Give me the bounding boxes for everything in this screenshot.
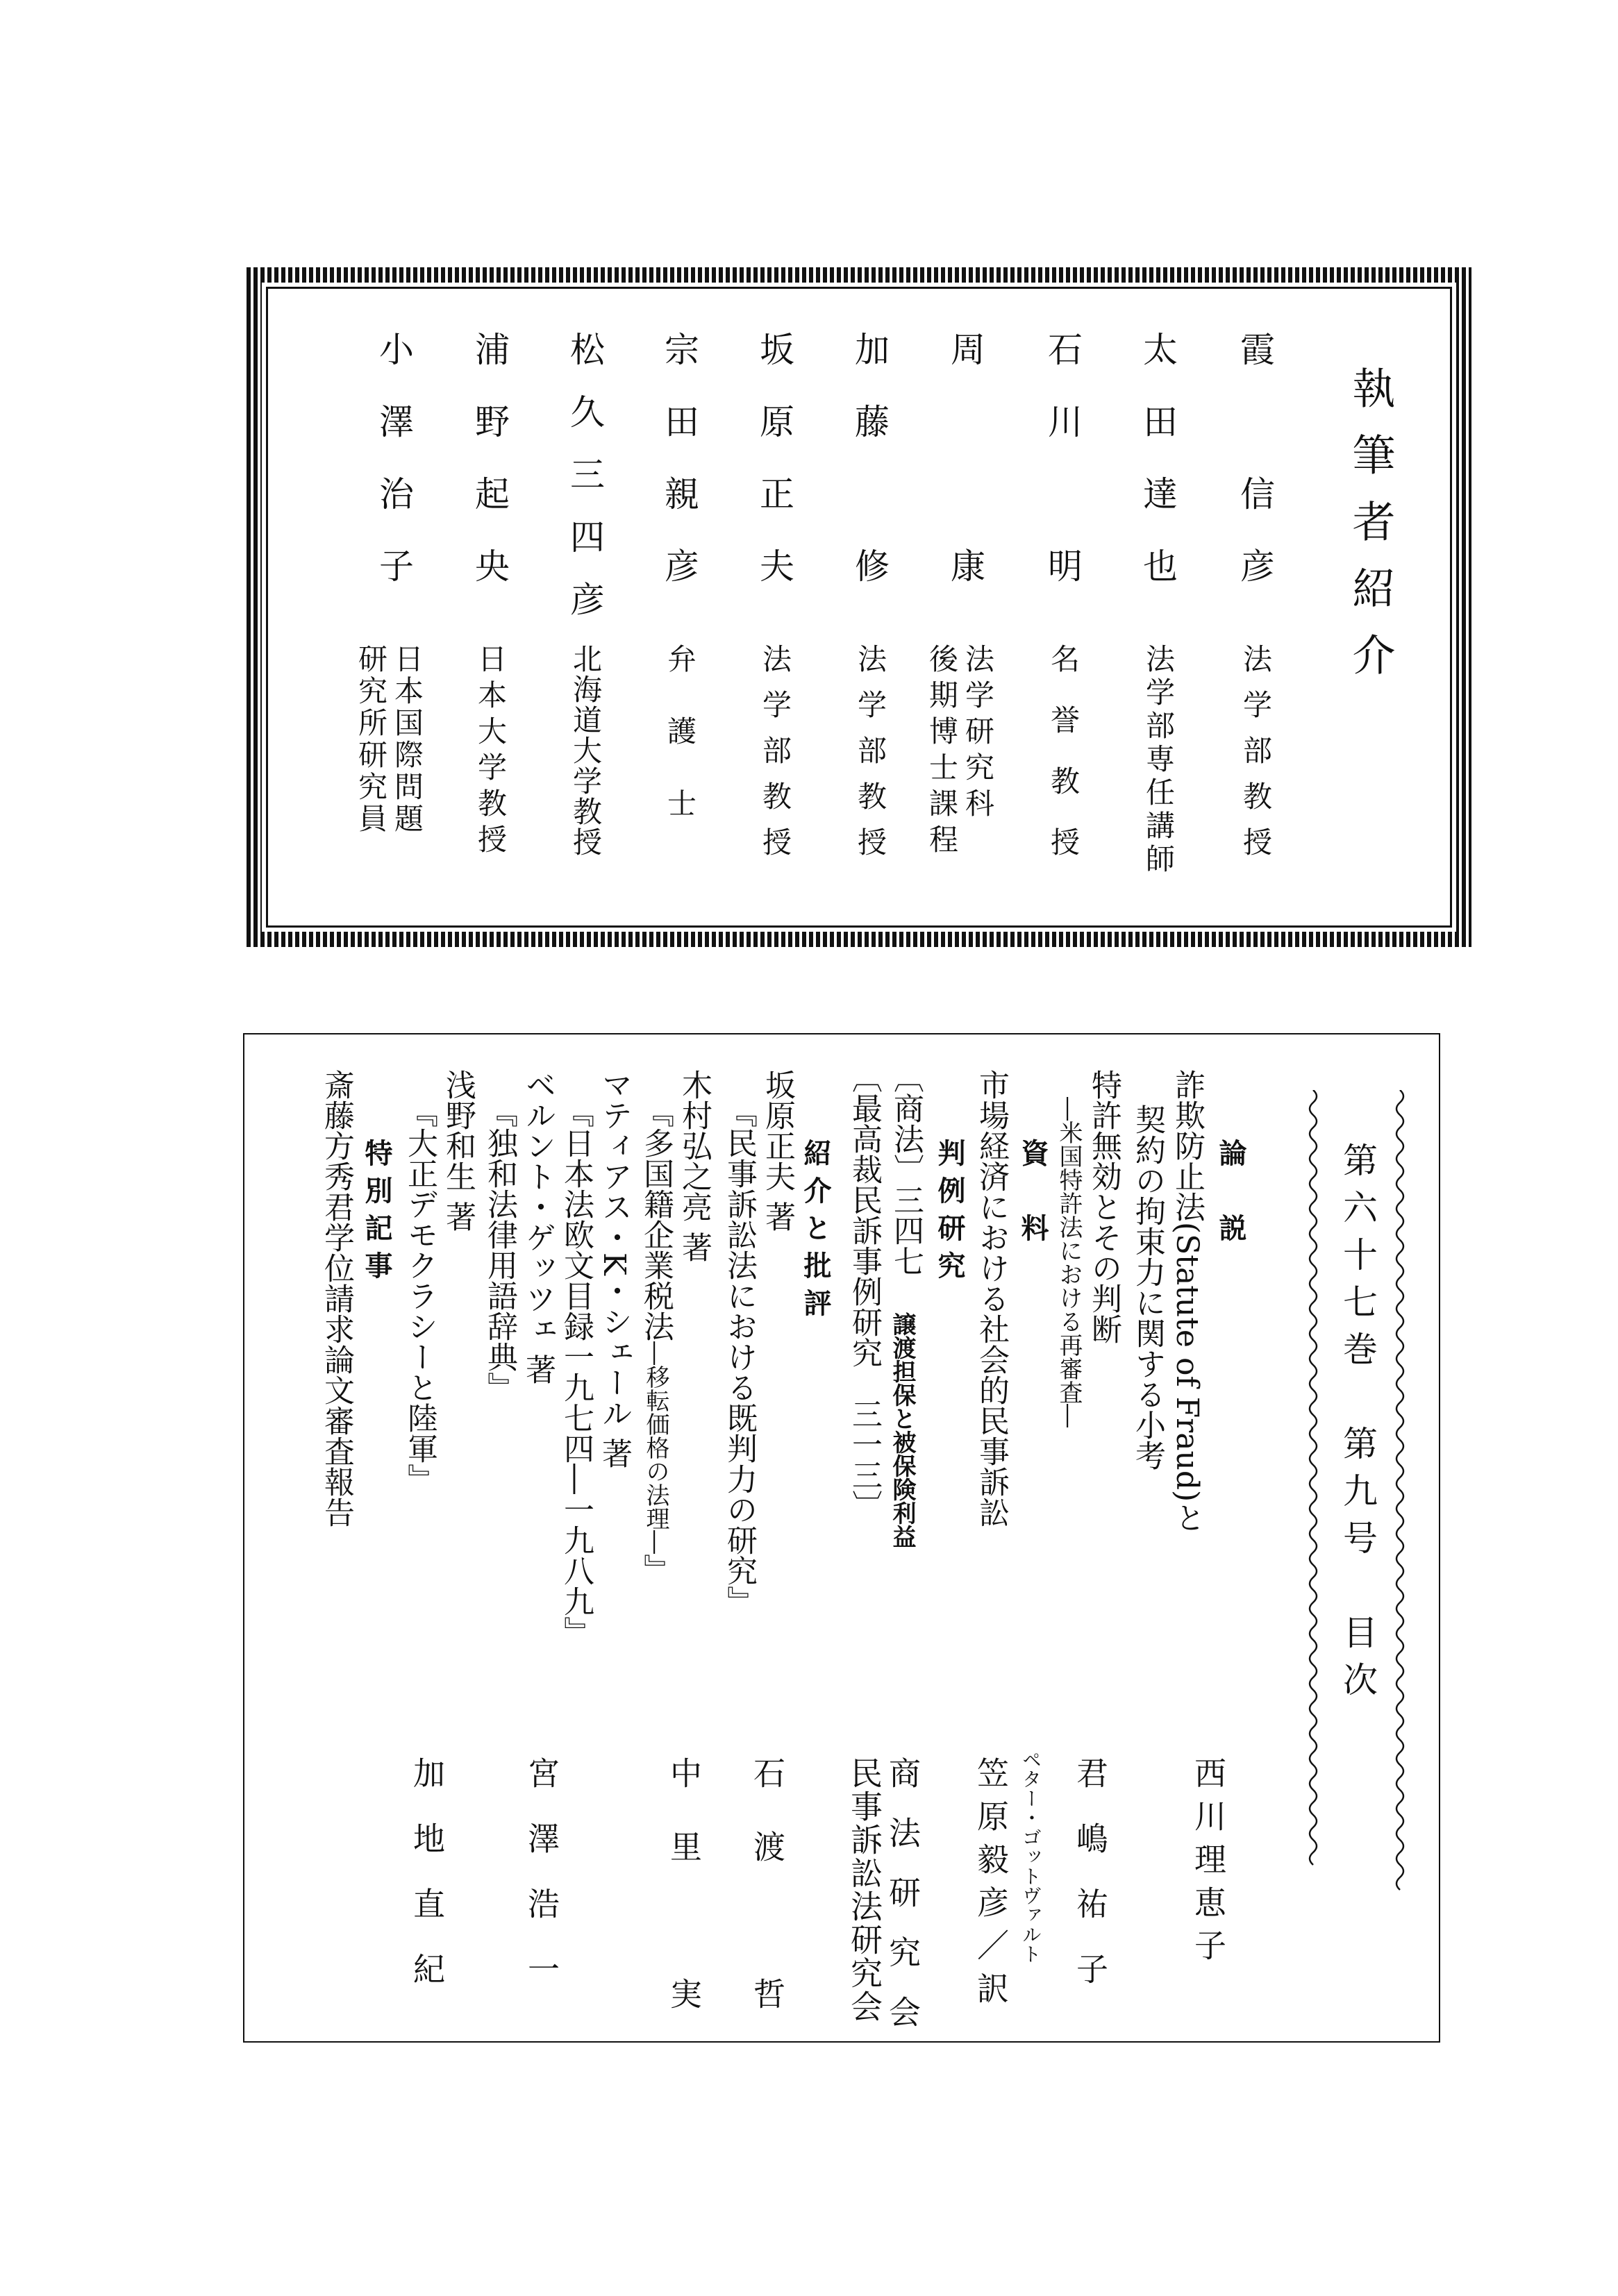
review-book-title: 『大正デモクラシーと陸軍』 <box>402 1097 437 1494</box>
wavy-rule-decoration <box>1303 1090 1323 1916</box>
review-reviewer: 宮澤浩一 <box>523 1757 560 2018</box>
contributor-name: 宗田親彦 <box>659 331 699 620</box>
section-heading: 紹介と批評 <box>799 1139 832 1326</box>
review-author: 坂原正夫 著 <box>760 1069 795 1232</box>
section-heading: 判例研究 <box>933 1139 966 1289</box>
review-book-title: 『日本法欧文目録一九七四―一九八九』 <box>558 1097 594 1647</box>
contributor-name: 周 康 <box>945 331 985 620</box>
article-author-original: ペター・ゴットヴァルト <box>1019 1750 1042 1963</box>
section-heading: 資 料 <box>1017 1139 1049 1251</box>
contributor-role: 北海道大学教授 <box>569 644 603 857</box>
review-reviewer: 石渡 哲 <box>749 1757 786 2051</box>
article-title: 市場経済における社会的民事訴訟 <box>974 1069 1009 1527</box>
contributor-role: 日本大学教授 <box>474 644 508 860</box>
contributor-role: 法学部教授 <box>853 644 887 873</box>
contributor-name: 加藤 修 <box>849 331 890 620</box>
contributors-title: 執筆者紹介 <box>1345 366 1396 699</box>
review-book-subtitle: ―移転価格の法理― <box>642 1341 669 1554</box>
contributor-role: 弁護士 <box>663 644 697 860</box>
review-author: 木村弘之亮 著 <box>676 1069 712 1262</box>
review-book-title-main: 『多国籍企業税法 <box>638 1097 674 1341</box>
review-reviewer: 中里 実 <box>665 1757 703 2051</box>
contributors-box <box>247 267 1471 947</box>
contributor-role: 研究所研究員 <box>354 644 388 835</box>
review-author: マティアス・K・シェール 著 <box>597 1069 632 1468</box>
review-book-title-end: 』 <box>638 1554 674 1584</box>
toc-box <box>243 1033 1440 2055</box>
contributor-role: 法学部教授 <box>758 644 792 873</box>
article-title: 特許無効とその判断 <box>1086 1069 1121 1344</box>
article-author: 君嶋祐子 <box>1071 1757 1109 2018</box>
article-author: 民事訴訟法研究会 <box>846 1757 883 2023</box>
contributor-role: 法学部教授 <box>1239 644 1273 873</box>
contributor-name: 松久三四彦 <box>565 331 605 644</box>
review-book-title: 『独和法律用語辞典』 <box>482 1097 517 1402</box>
review-author: ベルント・ゲッツェ 著 <box>520 1069 556 1384</box>
article-subtitle: 譲渡担保と被保険利益 <box>888 1312 916 1548</box>
contributor-name: 霞 信彦 <box>1235 331 1275 620</box>
article-author: 笠原毅彦／訳 <box>972 1757 1010 2015</box>
contributor-role: 法学研究科 <box>961 644 995 824</box>
section-heading: 特別記事 <box>360 1139 393 1289</box>
wavy-rule-decoration <box>1390 1090 1410 1916</box>
contributor-name: 石川 明 <box>1042 331 1083 620</box>
contributor-name: 小澤治子 <box>374 331 414 620</box>
contributor-name: 坂原正夫 <box>754 331 794 620</box>
article-author: 商法研究会 <box>884 1757 921 2055</box>
review-book-title <box>638 1097 674 1584</box>
article-author: 西川理恵子 <box>1190 1757 1227 1972</box>
section-heading: 論 説 <box>1215 1139 1247 1251</box>
issue-title: 第六十七巻 第九号 目次 <box>1337 1142 1378 1709</box>
review-book-title: 『民事訴訟法における既判力の研究』 <box>722 1097 757 1616</box>
article-subtitle: ―米国特許法における再審査― <box>1055 1097 1083 1427</box>
article-title: 契約の拘束力に関する小考 <box>1130 1104 1165 1470</box>
contributor-role: 日本国際問題 <box>390 644 424 835</box>
contributor-name: 浦野起央 <box>469 331 510 620</box>
article-title: 詐欺防止法(Statute of Fraud)と <box>1169 1069 1205 1533</box>
contributor-name: 太田達也 <box>1137 331 1178 620</box>
contributor-role: 法学部専任講師 <box>1142 644 1176 877</box>
review-reviewer: 加地直紀 <box>408 1757 446 2018</box>
article-title: 〔最高裁民訴事例研究 三一三〕 <box>846 1062 882 1520</box>
review-author: 浅野和生 著 <box>440 1069 476 1232</box>
contributor-role: 後期博士課程 <box>925 644 959 860</box>
article-title: 斎藤方秀君学位請求論文審査報告 <box>319 1069 354 1527</box>
contributor-role: 名誉教授 <box>1046 644 1081 888</box>
article-title: 〔商法〕三四七 <box>888 1062 924 1276</box>
